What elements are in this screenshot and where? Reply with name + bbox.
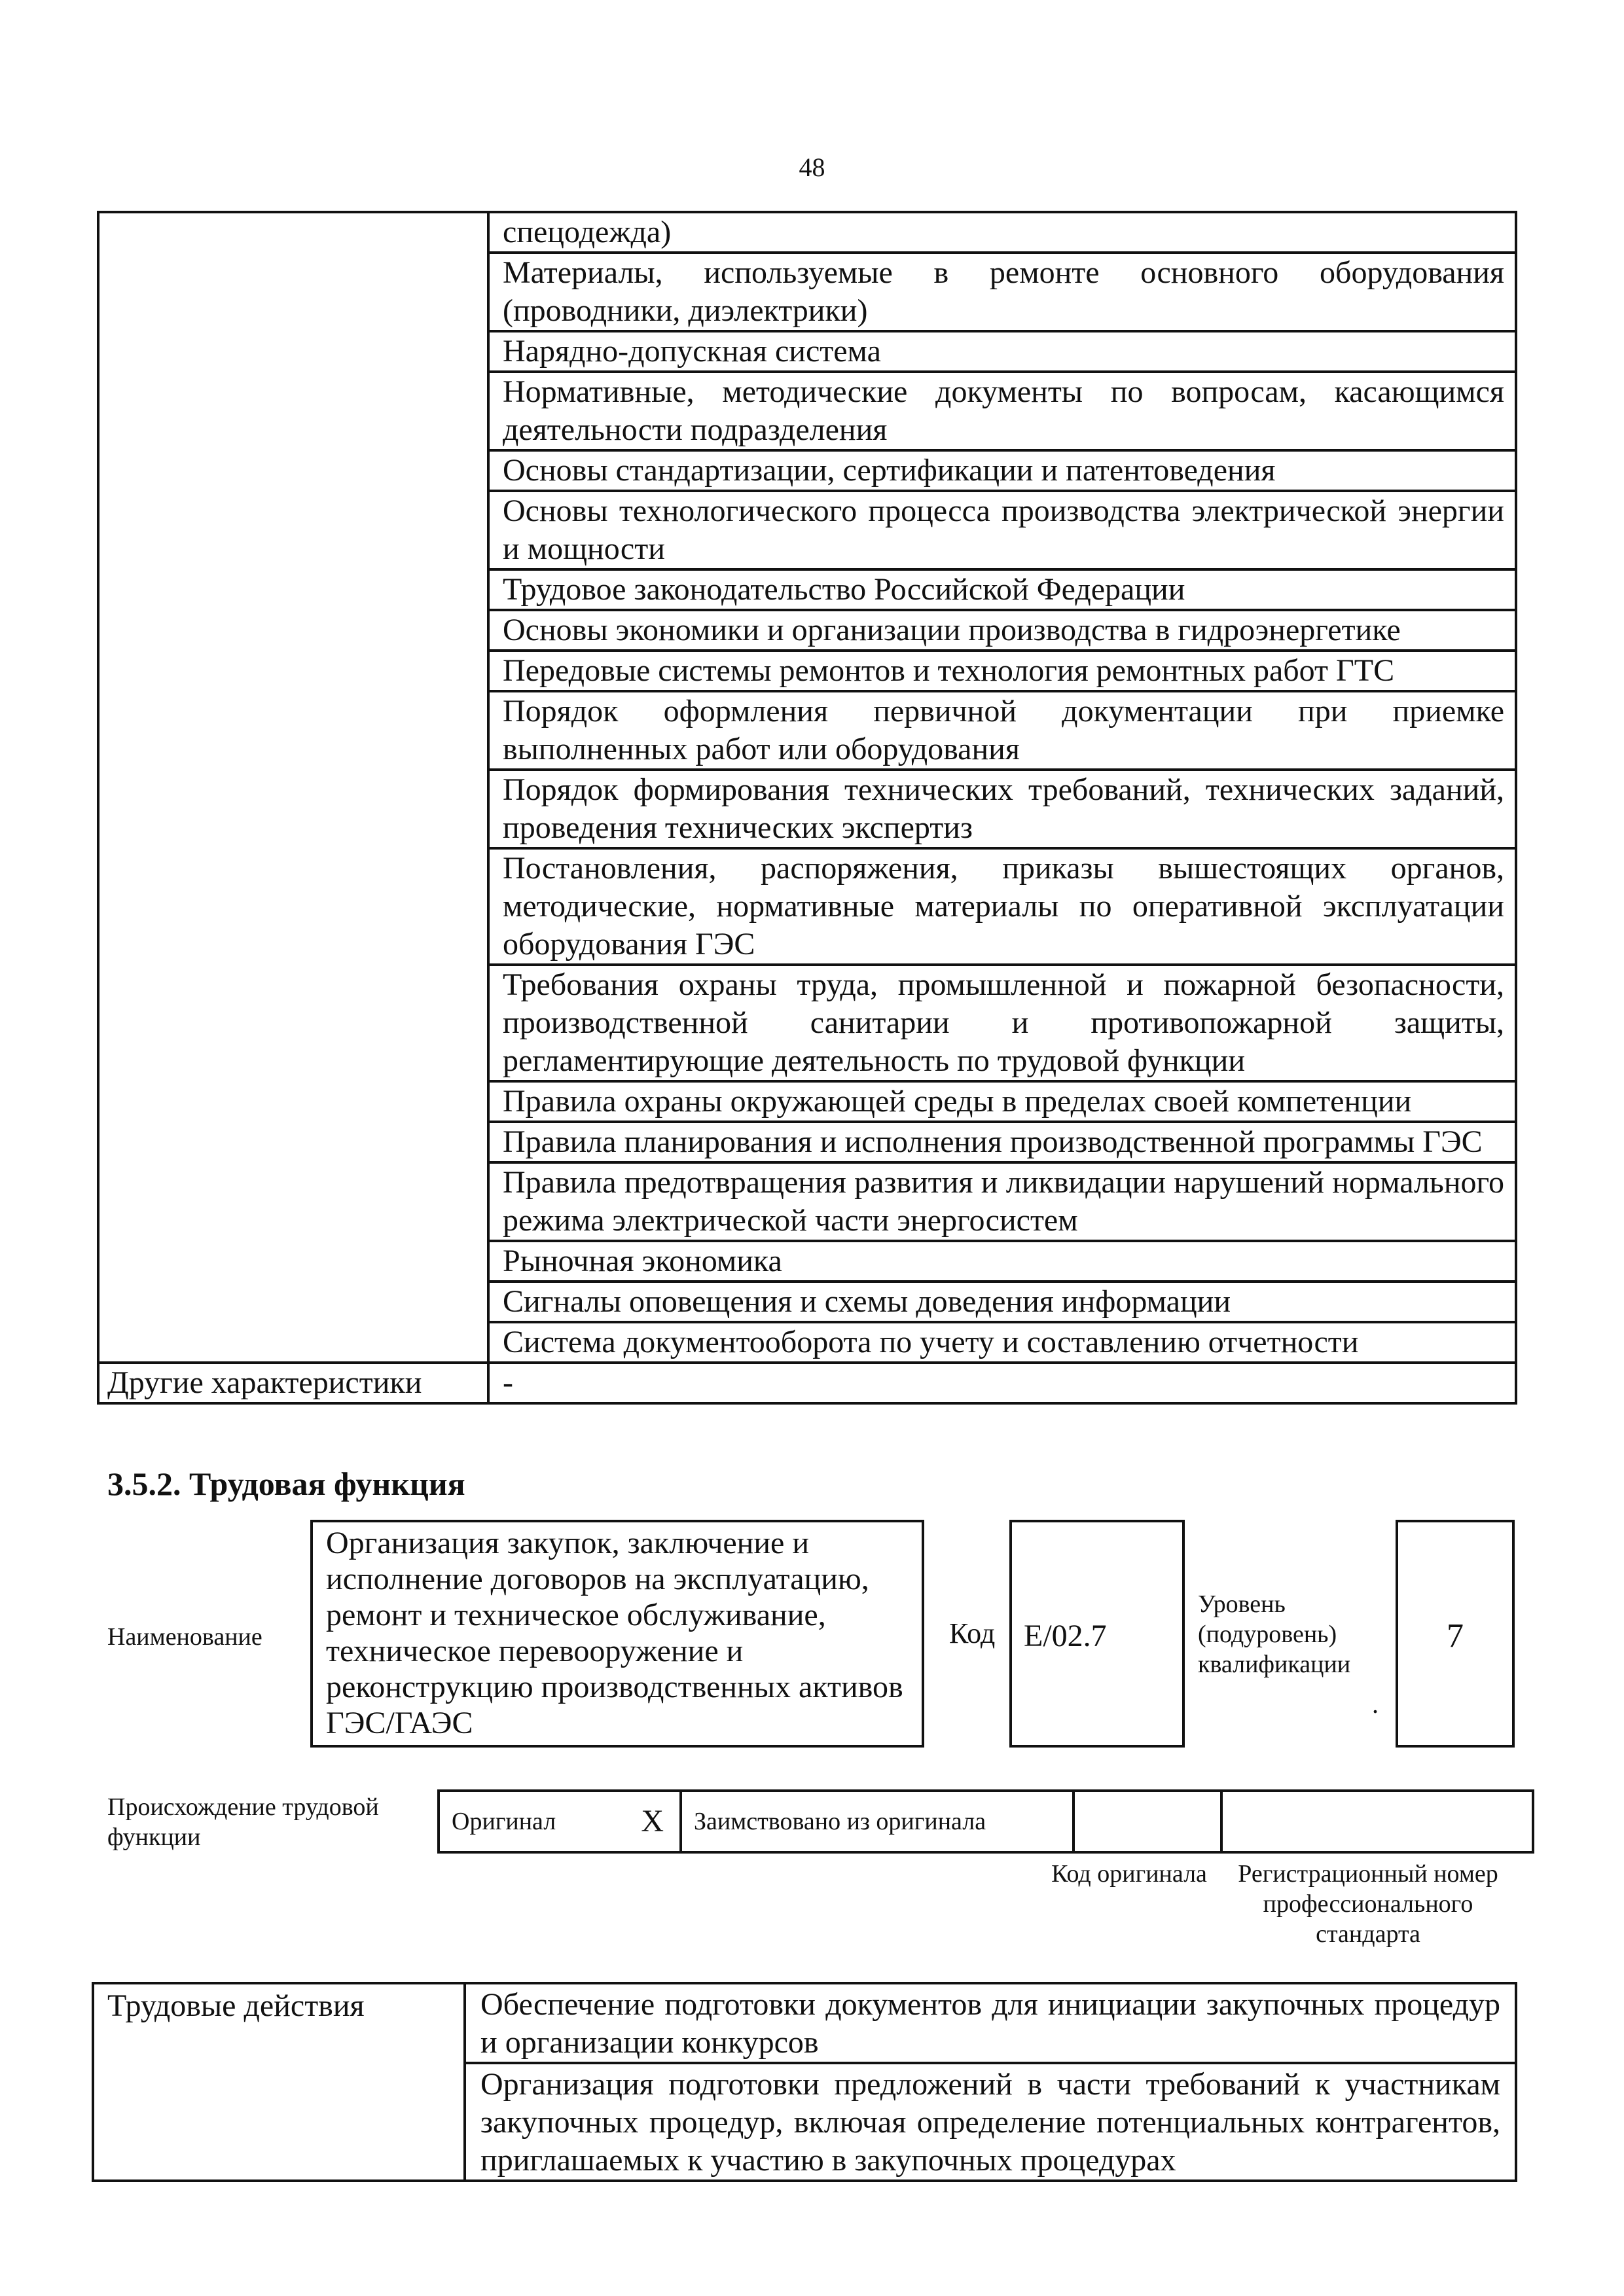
origin-table (437, 1789, 1534, 1854)
other-characteristics-label: Другие характеристики (98, 1363, 488, 1403)
knowledge-item: Система документооборота по учету и составлению отчетности (488, 1322, 1516, 1363)
name-label: Наименование (107, 1623, 262, 1651)
knowledge-item: Правила предотвращения развития и ликвидации нарушений нормального режима электрической части энергосистем (488, 1162, 1516, 1241)
table-row (98, 1363, 1516, 1403)
level-box: 7 (1396, 1520, 1515, 1748)
knowledge-item: спецодежда) (488, 212, 1516, 253)
actions-table (92, 1982, 1517, 2182)
knowledge-item: Правила охраны окружающей среды в пределах своей компетенции (488, 1081, 1516, 1122)
origin-label: Происхождение трудовой функции (107, 1793, 379, 1851)
section-title: 3.5.2. Трудовая функция (107, 1465, 465, 1502)
knowledge-label-cell (98, 212, 488, 1363)
knowledge-item: Передовые системы ремонтов и технология ремонтных работ ГТС (488, 651, 1516, 691)
knowledge-item: Нарядно-допускная система (488, 331, 1516, 372)
original-label: Оригинал (452, 1808, 556, 1835)
registration-number-cell (1221, 1791, 1533, 1852)
knowledge-item: Основы экономики и организации производства в гидроэнергетике (488, 610, 1516, 651)
knowledge-item: Постановления, распоряжения, приказы вышестоящих органов, методические, нормативные материалы по оперативной эксплуатации оборудования ГЭС (488, 848, 1516, 965)
knowledge-item: Требования охраны труда, промышленной и пожарной безопасности, производственной санитарии и противопожарной защиты, регламентирующие деятельность по трудовой функции (488, 965, 1516, 1081)
knowledge-item: Трудовое законодательство Российской Федерации (488, 569, 1516, 610)
knowledge-table (97, 211, 1517, 1405)
level-label: Уровень (подуровень) квалификации (1198, 1590, 1351, 1678)
stray-dot: . (1372, 1689, 1379, 1719)
knowledge-item: Правила планирования и исполнения производственной программы ГЭС (488, 1122, 1516, 1162)
other-characteristics-value: - (488, 1363, 1516, 1403)
action-item: Обеспечение подготовки документов для инициации закупочных процедур и организации конкурсов (465, 1983, 1516, 2063)
original-cell (439, 1791, 681, 1852)
borrowed-label: Заимствовано из оригинала (681, 1791, 1074, 1852)
code-label: Код (949, 1617, 996, 1649)
knowledge-item: Основы технологического процесса производства электрической энергии и мощности (488, 491, 1516, 569)
knowledge-item: Порядок оформления первичной документации при приемке выполненных работ или оборудования (488, 691, 1516, 770)
function-code-box: E/02.7 (1009, 1520, 1185, 1748)
registration-number-note: Регистрационный номер профессионального стандарта (1238, 1860, 1498, 1948)
knowledge-item: Сигналы оповещения и схемы доведения информации (488, 1282, 1516, 1322)
table-row (439, 1791, 1533, 1852)
original-code-note: Код оригинала (1051, 1860, 1207, 1888)
table-row (93, 1983, 1516, 2063)
knowledge-item: Материалы, используемые в ремонте основного оборудования (проводники, диэлектрики) (488, 253, 1516, 331)
knowledge-item: Основы стандартизации, сертификации и патентоведения (488, 450, 1516, 491)
table-row (98, 212, 1516, 253)
knowledge-item: Нормативные, методические документы по вопросам, касающимся деятельности подразделения (488, 372, 1516, 450)
action-item: Организация подготовки предложений в части требований к участникам закупочных процедур, включая определение потенциальных контрагентов, приглашаемых к участию в закупочных процедурах (465, 2063, 1516, 2181)
knowledge-item: Рыночная экономика (488, 1241, 1516, 1282)
page-number: 48 (799, 152, 825, 182)
original-mark: X (641, 1804, 664, 1839)
function-name-box: Организация закупок, заключение и исполнение договоров на эксплуатацию, ремонт и техническое обслуживание, техническое перевооружение и реконструкцию производственных активов ГЭС/ГАЭС (310, 1520, 924, 1748)
original-code-cell (1074, 1791, 1221, 1852)
knowledge-item: Порядок формирования технических требований, технических заданий, проведения технических экспертиз (488, 770, 1516, 848)
actions-label: Трудовые действия (93, 1983, 465, 2181)
